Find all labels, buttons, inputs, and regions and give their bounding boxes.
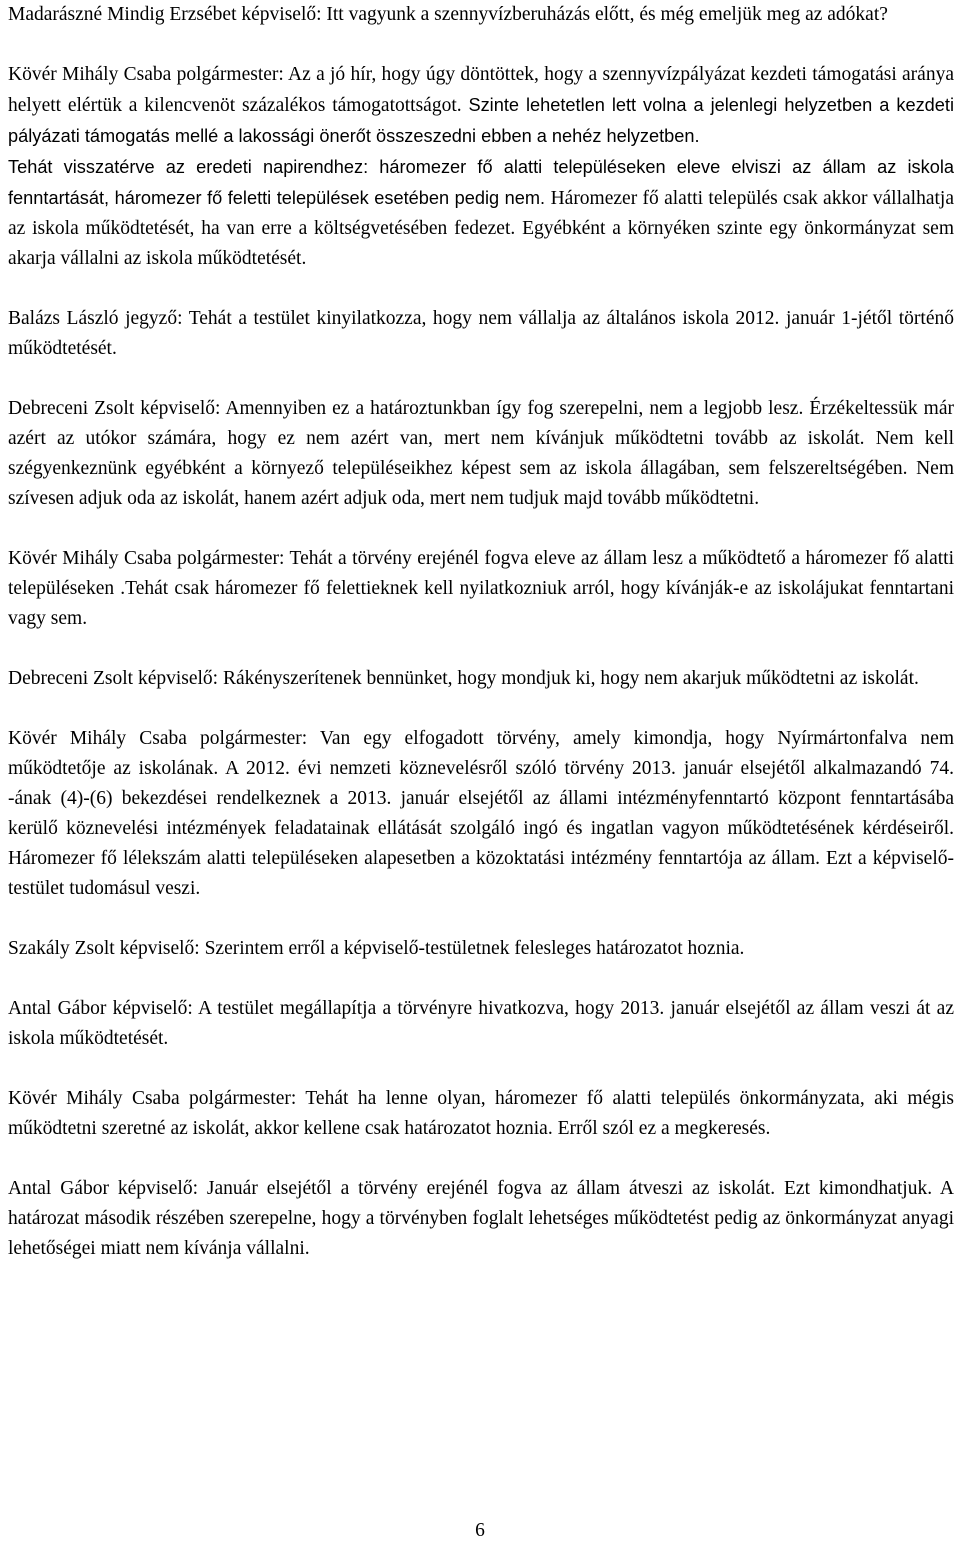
paragraph	[8, 994, 954, 1054]
paragraph-text: Debreceni Zsolt képviselő: Rákényszerítenek bennünket, hogy mondjuk ki, hogy nem akarjuk működtetni az iskolát.	[8, 668, 919, 689]
paragraph-text: Kövér Mihály Csaba polgármester: Az a jó hír, hogy úgy döntöttek, hogy a szennyvízpályázat kezdeti támogatási aránya helyett elértük a kilencvenöt százalékos támogatottságot.	[8, 64, 954, 116]
paragraph	[8, 1084, 954, 1144]
paragraph-text: Tehát visszatérve az eredeti napirendhez: háromezer fő alatti településeken eleve elviszi az állam az iskola fenntartását, háromezer fő feletti települések esetében pedig nem.	[8, 157, 954, 208]
paragraph-text: Kövér Mihály Csaba polgármester: Van egy elfogadott törvény, amely kimondja, hogy Nyírmártonfalva nem működtetője az iskolának. A 2012. évi nemzeti köznevelésről szóló törvény 2013. január elsejétől alkalmazandó 74. -ának (4)-(6) bekezdései rendelkeznek a 2013. január elsejétől az állami intézményfenntartó központ fenntartásába kerülő köznevelési intézmények feladatainak ellátását szolgáló ingó és ingatlan vagyon működtetésének kérdéseiről. Háromezer fő lélekszám alatti településeken alapesetben a közoktatási intézmény fenntartója az állam. Ezt a képviselő-testület tudomásul veszi.	[8, 728, 954, 899]
paragraph	[8, 152, 954, 274]
paragraph-text: Háromezer fő alatti település csak akkor vállalhatja az iskola működtetését, ha van erre a költségvetésében fedezet. Egyébként a környéken szinte egy önkormányzat sem akarja vállalni az iskola működtetését.	[8, 188, 954, 269]
paragraph	[8, 60, 954, 152]
page-number: 6	[475, 1520, 485, 1541]
paragraph-text: Antal Gábor képviselő: A testület megállapítja a törvényre hivatkozva, hogy 2013. január elsejétől az állam veszi át az iskola működtetését.	[8, 998, 954, 1049]
paragraph-text: Kövér Mihály Csaba polgármester: Tehát a törvény erejénél fogva eleve az állam lesz a működtető a háromezer fő alatti településeken .Tehát csak háromezer fő felettieknek kell nyilatkozniuk arról, hogy kívánják-e az iskolájukat fenntartani vagy sem.	[8, 548, 954, 629]
paragraph	[8, 1174, 954, 1264]
paragraph-text: Antal Gábor képviselő: Január elsejétől a törvény erejénél fogva az állam átveszi az iskolát. Ezt kimondhatjuk. A határozat második részében szerepelne, hogy a törvényben foglalt lehetséges működtetést pedig az önkormányzat anyagi lehetőségei miatt nem kívánja vállalni.	[8, 1178, 954, 1259]
paragraph	[8, 724, 954, 904]
document-body	[8, 0, 954, 1294]
paragraph-text: Debreceni Zsolt képviselő: Amennyiben ez a határoztunkban így fog szerepelni, nem a legjobb lesz. Érzékeltessük már azért az utókor számára, hogy ez nem azért van, mert nem kívánjuk működtetni tovább az iskolát. Nem kell szégyenkeznünk egyébként a környező településeikhez képest sem az iskola állagában, sem felszereltségében. Nem szívesen adjuk oda az iskolát, hanem azért adjuk oda, mert nem tudjuk majd tovább működtetni.	[8, 398, 954, 509]
paragraph	[8, 664, 954, 694]
paragraph	[8, 934, 954, 964]
paragraph-text: Szakály Zsolt képviselő: Szerintem erről a képviselő-testületnek felesleges határozatot hoznia.	[8, 938, 745, 959]
paragraph-text: Szinte lehetetlen lett volna a jelenlegi helyzetben a kezdeti pályázati támogatás mellé a lakossági önerőt összeszedni ebben a nehéz helyzetben.	[8, 95, 954, 146]
paragraph	[8, 0, 954, 30]
paragraph	[8, 394, 954, 514]
paragraph	[8, 304, 954, 364]
paragraph-text: Kövér Mihály Csaba polgármester: Tehát ha lenne olyan, háromezer fő alatti település önkormányzata, aki mégis működtetni szeretné az iskolát, akkor kellene csak határozatot hoznia. Erről szól ez a megkeresés.	[8, 1088, 954, 1139]
paragraph	[8, 544, 954, 634]
paragraph-text: Madarászné Mindig Erzsébet képviselő: Itt vagyunk a szennyvízberuházás előtt, és még emeljük meg az adókat?	[8, 4, 888, 25]
paragraph-text: Balázs László jegyző: Tehát a testület kinyilatkozza, hogy nem vállalja az általános iskola 2012. január 1-jétől történő működtetését.	[8, 308, 954, 359]
